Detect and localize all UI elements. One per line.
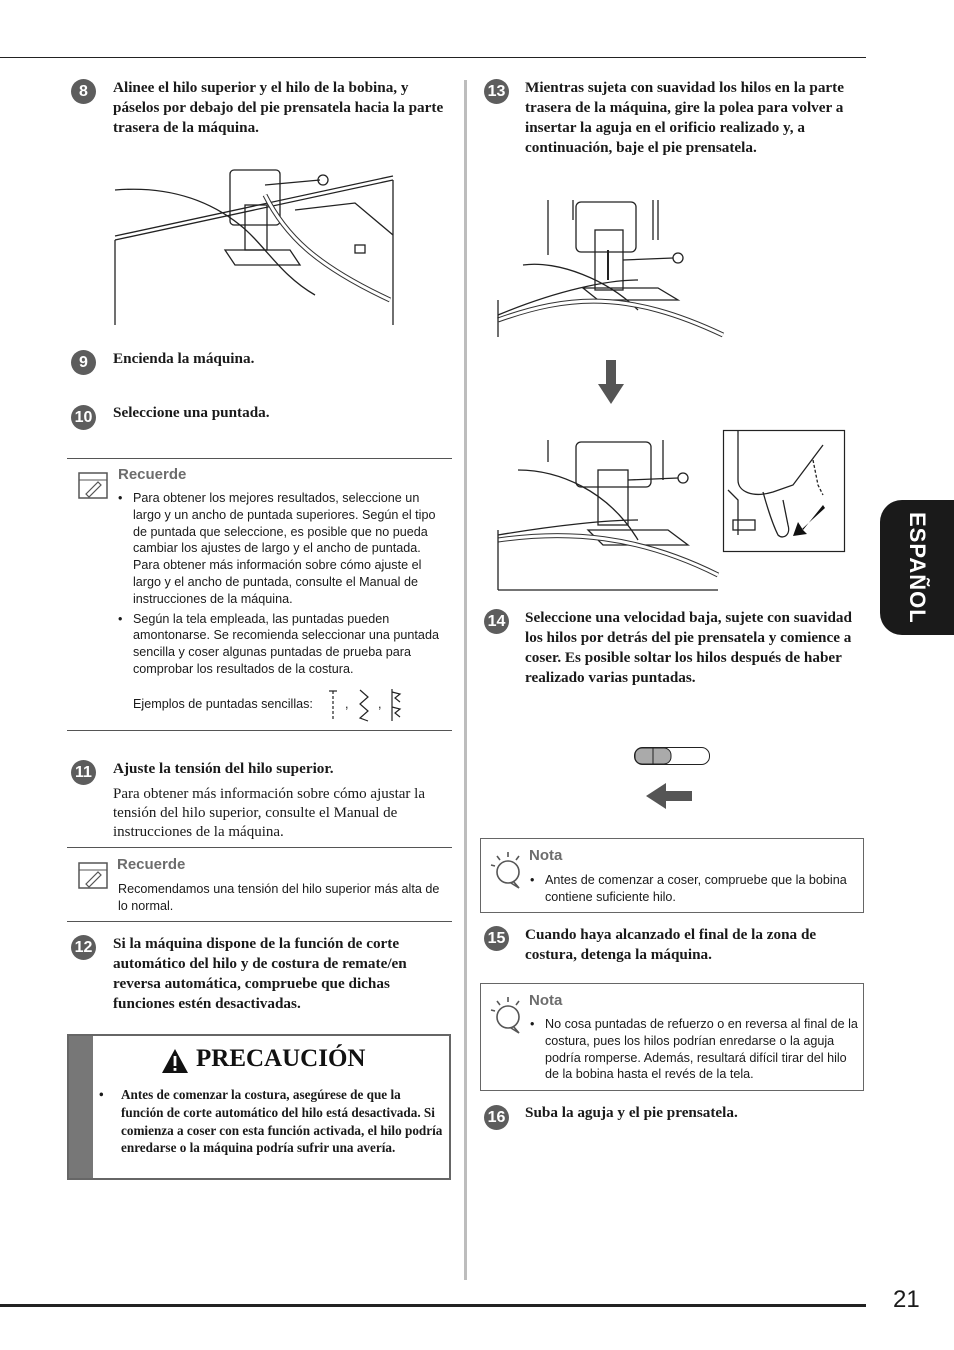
precaucion-side-bar <box>69 1036 93 1178</box>
language-tab-label-wrap <box>880 500 954 635</box>
lightbulb-icon <box>489 995 523 1035</box>
bottom-rule <box>0 1304 866 1307</box>
step-14-number: 14 <box>484 609 509 634</box>
recuerde-2-top-rule <box>67 847 452 848</box>
nota-1-item: • Antes de comenzar a coser, compruebe que la bobina contiene suficiente hilo. <box>530 872 856 906</box>
step-16-text: Suba la aguja y el pie prensatela. <box>525 1104 738 1121</box>
blind-stitch-icon <box>388 688 404 722</box>
page-number: 21 <box>893 1286 920 1313</box>
recuerde-2-text: Recomendamos una tensión del hilo superior más alta de lo normal. <box>118 882 440 913</box>
step-10-number: 10 <box>71 405 96 430</box>
nota-2-item: • No cosa puntadas de refuerzo o en reversa al final de la costura, pues los hilos podrían enredarse o la aguja podría romperse. Además, resultará difícil tirar del hilo de la bobina hasta el revés de la tela. <box>530 1016 858 1083</box>
step-8-text: Alinee el hilo superior y el hilo de la bobina, y páselos por debajo del pie prensatela hacia la parte trasera de la máquina. <box>113 79 444 136</box>
recuerde-2-bottom-rule <box>67 921 452 922</box>
presser-foot-threads-illustration <box>115 165 395 330</box>
recuerde-2-title: Recuerde <box>117 856 186 873</box>
step-12-text: Si la máquina dispone de la función de corte automático del hilo y de costura de remate/en reversa automática, compruebe que dichas funciones estén desactivadas. <box>113 935 407 1012</box>
memo-icon <box>78 472 108 499</box>
language-tab-label: ESPAÑOL <box>905 511 930 624</box>
speed-slider-icon <box>634 747 710 765</box>
recuerde-1-list <box>118 490 450 681</box>
precaucion-text-wrap <box>99 1086 444 1157</box>
step-12-number: 12 <box>71 935 96 960</box>
lightbulb-icon <box>489 850 523 890</box>
needle-reinsert-illustration <box>498 200 723 337</box>
nota-1-list <box>530 872 856 909</box>
recuerde-1-bottom-rule <box>67 730 452 731</box>
precaucion-title: PRECAUCIÓN <box>196 1045 366 1072</box>
precaucion-text: • Antes de comenzar la costura, asegúrese de que la función de corte automático del hilo está desactivada. Si comienza a coser con esta función activada, el hilo podría enredarse o la máquina podría sufrir una avería. <box>121 1087 443 1156</box>
precaucion-box <box>67 1034 451 1180</box>
step-13-number: 13 <box>484 79 509 104</box>
recuerde-1-top-rule <box>67 458 452 459</box>
presser-foot-lowered-illustration <box>498 440 723 592</box>
step-10-text: Seleccione una puntada. <box>113 404 270 421</box>
warning-triangle-icon <box>161 1048 189 1074</box>
recuerde-1-title: Recuerde <box>118 466 187 483</box>
comma-sep: , <box>378 697 382 711</box>
stitch-examples-label: Ejemplos de puntadas sencillas: <box>133 697 313 711</box>
memo-icon <box>78 862 108 889</box>
comma-sep: , <box>345 697 349 711</box>
presser-lever-inset-illustration <box>723 430 845 552</box>
step-9-number: 9 <box>71 350 96 375</box>
down-arrow-icon <box>598 360 624 404</box>
step-13-text: Mientras sujeta con suavidad los hilos en la parte trasera de la máquina, gire la polea para volver a insertar la aguja en el orificio realizado y, a continuación, baje el pie prensatela. <box>525 79 844 156</box>
step-16-number: 16 <box>484 1105 509 1130</box>
step-15-text: Cuando haya alcanzado el final de la zona de costura, detenga la máquina. <box>525 926 817 963</box>
straight-stitch-icon <box>326 688 340 722</box>
recuerde-1-item: • Según la tela empleada, las puntadas pueden amontonarse. Se recomienda seleccionar una puntada sencilla y coser algunas puntadas de prueba para comprobar los resultados de la costura. <box>118 611 450 678</box>
nota-2-list <box>530 1016 858 1086</box>
zigzag-stitch-icon <box>356 688 372 722</box>
step-9-text: Encienda la máquina. <box>113 350 255 367</box>
nota-2-title: Nota <box>529 992 563 1009</box>
step-15-number: 15 <box>484 926 509 951</box>
left-arrow-icon <box>646 783 692 809</box>
step-11-text: Ajuste la tensión del hilo superior. <box>113 760 334 777</box>
nota-1-title: Nota <box>529 847 563 864</box>
step-11-body: Para obtener más información sobre cómo ajustar la tensión del hilo superior, consulte el Manual de instrucciones de la máquina. <box>113 786 425 840</box>
recuerde-1-item: • Para obtener los mejores resultados, seleccione un largo y un ancho de puntada superiores. Según el tipo de puntada que seleccione, es posible que no pueda cambiar los ajustes de largo y el ancho de puntada. Para obtener más información sobre cómo ajuste el largo y el ancho de puntada, consulte el Manual de instrucciones de la máquina. <box>118 490 450 608</box>
step-8-number: 8 <box>71 79 96 104</box>
top-rule <box>0 57 866 58</box>
column-divider <box>464 80 467 1280</box>
step-11-number: 11 <box>71 760 96 785</box>
step-14-text: Seleccione una velocidad baja, sujete con suavidad los hilos por detrás del pie prensatela y comience a coser. Es posible soltar los hilos después de haber realizado varias puntadas. <box>525 609 852 686</box>
